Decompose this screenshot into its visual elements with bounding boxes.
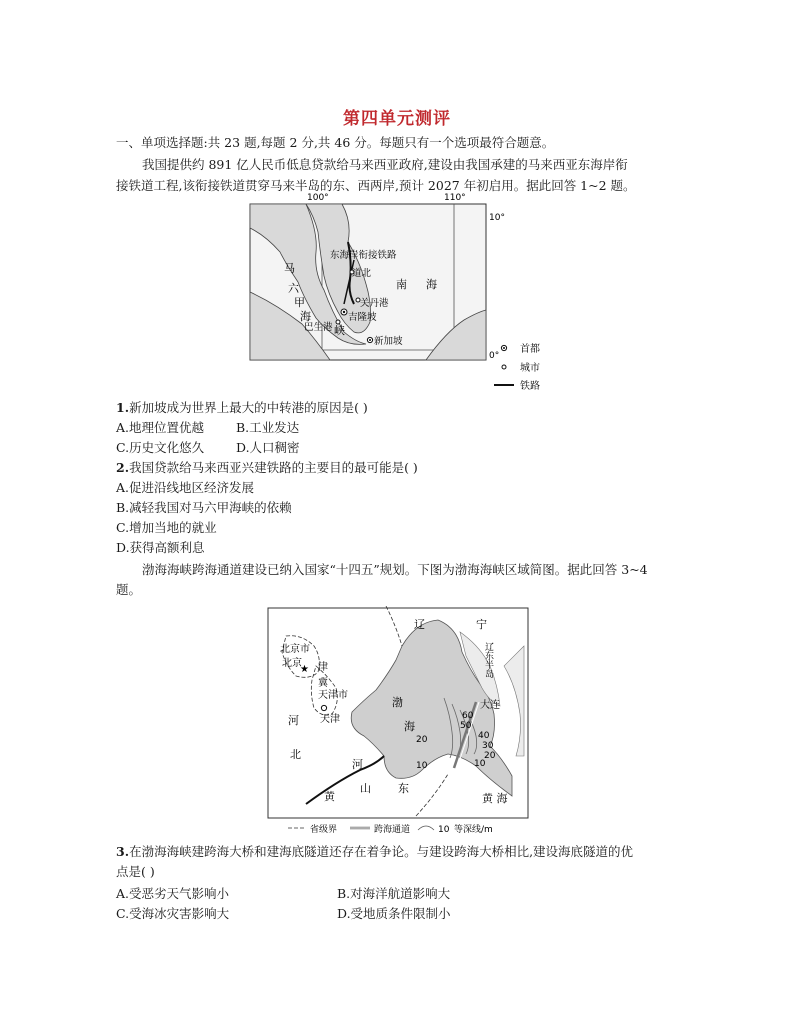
question-2-stem: 我国贷款给马来西亚兴建铁路的主要目的最可能是( ) <box>129 460 418 475</box>
question-3-stem-line1: 在渤海海峡建跨海大桥和建海底隧道还存在着争论。与建设跨海大桥相比,建设海底隧道的优 <box>129 844 634 859</box>
label-hai: 海 <box>404 720 415 733</box>
contour-20b: 20 <box>484 751 496 761</box>
q2-option-c[interactable]: C.增加当地的就业 <box>116 520 217 535</box>
question-3-stem-line2: 点是( ) <box>116 864 155 879</box>
strait-label-liu: 六 <box>288 282 299 295</box>
lon-100-label: 100° <box>307 193 329 203</box>
label-river: 河 <box>352 758 363 771</box>
q2-option-d[interactable]: D.获得高额利息 <box>116 540 205 555</box>
city-jilongpo: 吉隆坡 <box>348 312 377 323</box>
contour-40: 40 <box>478 731 490 741</box>
bohai-map <box>266 606 530 836</box>
q1-option-c[interactable]: C.历史文化悠久 <box>116 440 205 455</box>
legend-border: 省级界 <box>310 825 338 835</box>
question-1-stem: 新加坡成为世界上最大的中转港的原因是( ) <box>129 400 368 415</box>
q2-option-b[interactable]: B.减轻我国对马六甲海峡的依赖 <box>116 500 292 515</box>
label-he: 河 <box>288 714 299 727</box>
label-dalian: 大连 <box>480 700 500 711</box>
label-yellow-sea: 黄 海 <box>482 792 508 805</box>
q3-option-a[interactable]: A.受恶劣天气影响小 <box>116 886 230 901</box>
label-huang: 黄 <box>324 790 335 803</box>
q1-option-d[interactable]: D.人口稠密 <box>236 440 300 455</box>
contour-10a: 10 <box>416 761 428 771</box>
label-jin: 津 <box>318 662 328 673</box>
label-liao: 辽 <box>414 618 425 631</box>
strait-label-jia: 甲 <box>294 296 305 309</box>
q2-option-a[interactable]: A.促进沿线地区经济发展 <box>116 480 255 495</box>
label-tianjin: 天津 <box>320 714 340 725</box>
label-peninsula: 辽东半岛 <box>483 642 493 678</box>
contour-20a: 20 <box>416 735 428 745</box>
strait-label-hai: 海 <box>300 310 311 323</box>
question-3-number: 3. <box>116 844 130 859</box>
contour-10b: 10 <box>474 759 486 769</box>
legend-channel: 跨海通道 <box>374 825 411 835</box>
label-beijing-city: 北京市 <box>280 644 310 655</box>
question-2-number: 2. <box>116 460 130 475</box>
legend-city: 城市 <box>520 363 540 374</box>
label-bo: 渤 <box>392 696 403 709</box>
city-bashigang: 巴生港 <box>304 322 333 333</box>
strait-label-xia: 峡 <box>334 324 345 337</box>
question-1-number: 1. <box>116 400 130 415</box>
passage1-line2: 接铁道工程,该衔接铁道贯穿马来半岛的东、西两岸,预计 2027 年初启用。据此回答 1~2 题。 <box>116 178 636 193</box>
sea-label-hai: 海 <box>426 278 437 291</box>
lon-110-label: 110° <box>444 193 466 203</box>
label-ning: 宁 <box>476 618 487 631</box>
passage1-line1: 我国提供约 891 亿人民币低息贷款给马来西亚政府,建设由我国承建的马来西亚东海岸衔 <box>142 157 628 172</box>
railway-label: 东海岸衔接铁路 <box>330 250 397 261</box>
question-1 <box>116 398 368 418</box>
question-2 <box>116 458 418 478</box>
q1-option-a[interactable]: A.地理位置优越 <box>116 420 205 435</box>
malaysia-map <box>246 192 556 398</box>
strait-label-ma: 马 <box>284 262 295 275</box>
legend-contour: 等深线/m <box>454 825 493 835</box>
lat-10-label: 10° <box>489 213 505 223</box>
lat-0-label: 0° <box>489 351 500 361</box>
contour-50: 50 <box>460 721 472 731</box>
legend-railway: 铁路 <box>520 381 540 392</box>
q3-option-d[interactable]: D.受地质条件限制小 <box>337 906 451 921</box>
section-heading: 一、单项选择题:共 23 题,每题 2 分,共 46 分。每题只有一个选项最符合题意。 <box>116 135 555 150</box>
passage2-line1: 渤海海峡跨海通道建设已纳入国家“十四五”规划。下图为渤海海峡区域简图。据此回答 3~4 <box>142 562 648 577</box>
page-title: 第四单元测评 <box>343 109 451 129</box>
contour-30: 30 <box>482 741 494 751</box>
q3-option-b[interactable]: B.对海洋航道影响大 <box>337 886 451 901</box>
label-dong: 东 <box>398 782 409 795</box>
q1-option-b[interactable]: B.工业发达 <box>236 420 300 435</box>
label-tianjin-city: 天津市 <box>318 690 348 701</box>
city-daobei: 道北 <box>352 268 372 279</box>
contour-60: 60 <box>462 711 474 721</box>
label-ji: 冀 <box>318 678 328 689</box>
q3-option-c[interactable]: C.受海冰灾害影响大 <box>116 906 230 921</box>
legend-contour-val: 10 <box>438 825 450 835</box>
label-shan: 山 <box>360 782 371 795</box>
passage2-line2: 题。 <box>116 582 142 597</box>
svg-text:★: ★ <box>300 664 309 675</box>
city-singapore: 新加坡 <box>374 336 403 347</box>
sea-label-nan: 南 <box>396 278 407 291</box>
city-guandan: 关丹港 <box>360 298 389 309</box>
label-bei: 北 <box>290 748 301 761</box>
legend-capital: 首都 <box>520 344 540 355</box>
question-3 <box>116 842 633 862</box>
label-beijing: 北京 <box>282 658 302 669</box>
